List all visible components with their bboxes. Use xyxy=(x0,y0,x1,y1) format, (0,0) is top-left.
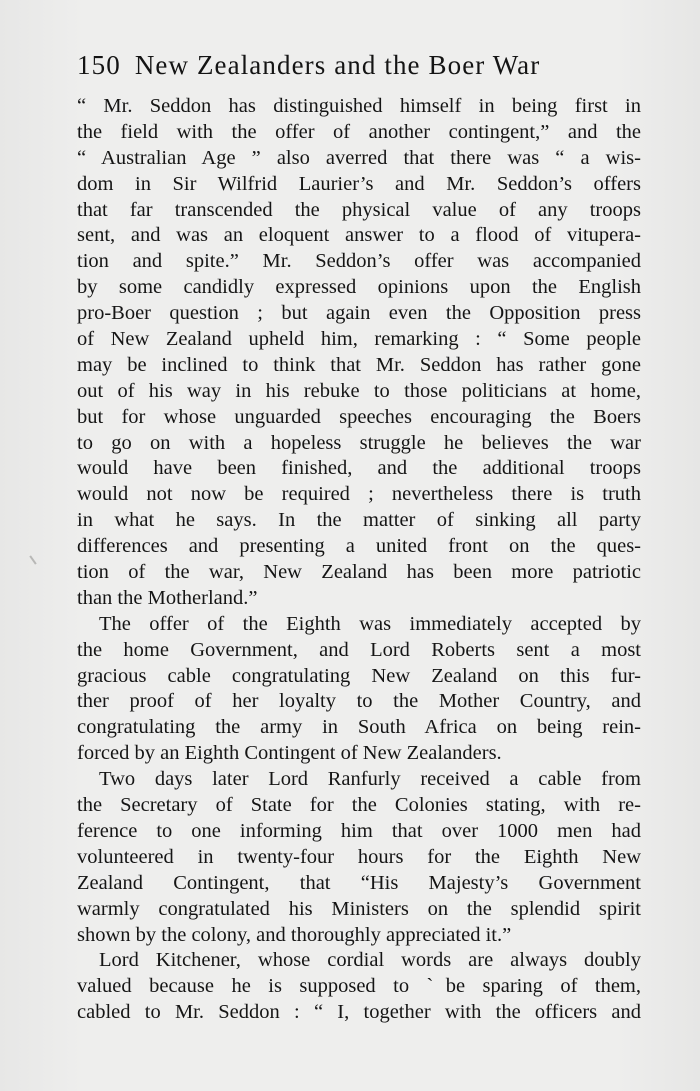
text-line: by some candidly expressed opinions upon the English xyxy=(77,276,641,299)
text-line: ference to one informing him that over 1000 men had xyxy=(77,819,641,842)
text-line: pro-Boer question ; but again even the Opposition press xyxy=(77,302,641,325)
text-line: the field with the offer of another contingent,” and the xyxy=(77,120,641,143)
text-line: out of his way in his rebuke to those politicians at home, xyxy=(77,379,641,402)
text-line: Lord Kitchener, whose cordial words are always doubly xyxy=(99,949,641,972)
paragraph xyxy=(77,94,641,612)
text-line: shown by the colony, and thoroughly appreciated it.” xyxy=(77,923,512,946)
text-line: of New Zealand upheld him, remarking : “ Some people xyxy=(77,328,641,351)
text-line: may be inclined to think that Mr. Seddon has rather gone xyxy=(77,353,641,376)
text-line: gracious cable congratulating New Zealand on this fur- xyxy=(77,664,641,687)
text-line: would have been finished, and the additional troops xyxy=(77,457,641,480)
text-line: that far transcended the physical value of any troops xyxy=(77,198,641,221)
paper-speck xyxy=(29,555,36,564)
text-line: “ Mr. Seddon has distinguished himself in being first in xyxy=(77,95,641,117)
text-line: forced by an Eighth Contingent of New Zealanders. xyxy=(77,742,502,765)
text-line: tion of the war, New Zealand has been more patriotic xyxy=(77,561,641,584)
text-line: tion and spite.” Mr. Seddon’s offer was accompanied xyxy=(77,250,641,273)
text-line: the Secretary of State for the Colonies stating, with re- xyxy=(77,794,641,817)
page-header xyxy=(77,50,617,88)
text-line: would not now be required ; nevertheless there is truth xyxy=(77,483,641,506)
paragraph xyxy=(77,948,641,1026)
text-line: the home Government, and Lord Roberts sent a most xyxy=(77,638,641,661)
text-line: congratulating the army in South Africa on being rein- xyxy=(77,716,641,739)
text-line: cabled to Mr. Seddon : “ I, together with the officers and xyxy=(77,1001,641,1024)
text-line: differences and presenting a united front on the ques- xyxy=(77,535,641,558)
text-line: but for whose unguarded speeches encouraging the Boers xyxy=(77,405,641,428)
text-line: valued because he is supposed to ˋbe sparing of them, xyxy=(77,975,641,998)
text-line: “ Australian Age ” also averred that there was “ a wis- xyxy=(77,146,641,169)
paragraph xyxy=(77,767,641,948)
text-line: ther proof of her loyalty to the Mother Country, and xyxy=(77,690,641,713)
text-line: Zealand Contingent, that “His Majesty’s Government xyxy=(77,871,641,894)
page-number: 150 xyxy=(77,50,121,80)
text-line: dom in Sir Wilfrid Laurier’s and Mr. Seddon’s offers xyxy=(77,172,641,195)
text-line: than the Motherland.” xyxy=(77,586,258,609)
paragraph xyxy=(77,612,641,767)
body-text xyxy=(77,94,641,1026)
text-line: in what he says. In the matter of sinking all party xyxy=(77,509,641,532)
text-line: to go on with a hopeless struggle he believes the war xyxy=(77,431,641,454)
text-line: The offer of the Eighth was immediately accepted by xyxy=(99,612,641,635)
text-line: volunteered in twenty-four hours for the Eighth New xyxy=(77,845,641,868)
running-title: New Zealanders and the Boer War xyxy=(134,50,541,80)
text-line: Two days later Lord Ranfurly received a cable from xyxy=(99,768,641,791)
text-line: sent, and was an eloquent answer to a flood of vitupera- xyxy=(77,224,641,247)
text-line: warmly congratulated his Ministers on the splendid spirit xyxy=(77,897,641,920)
